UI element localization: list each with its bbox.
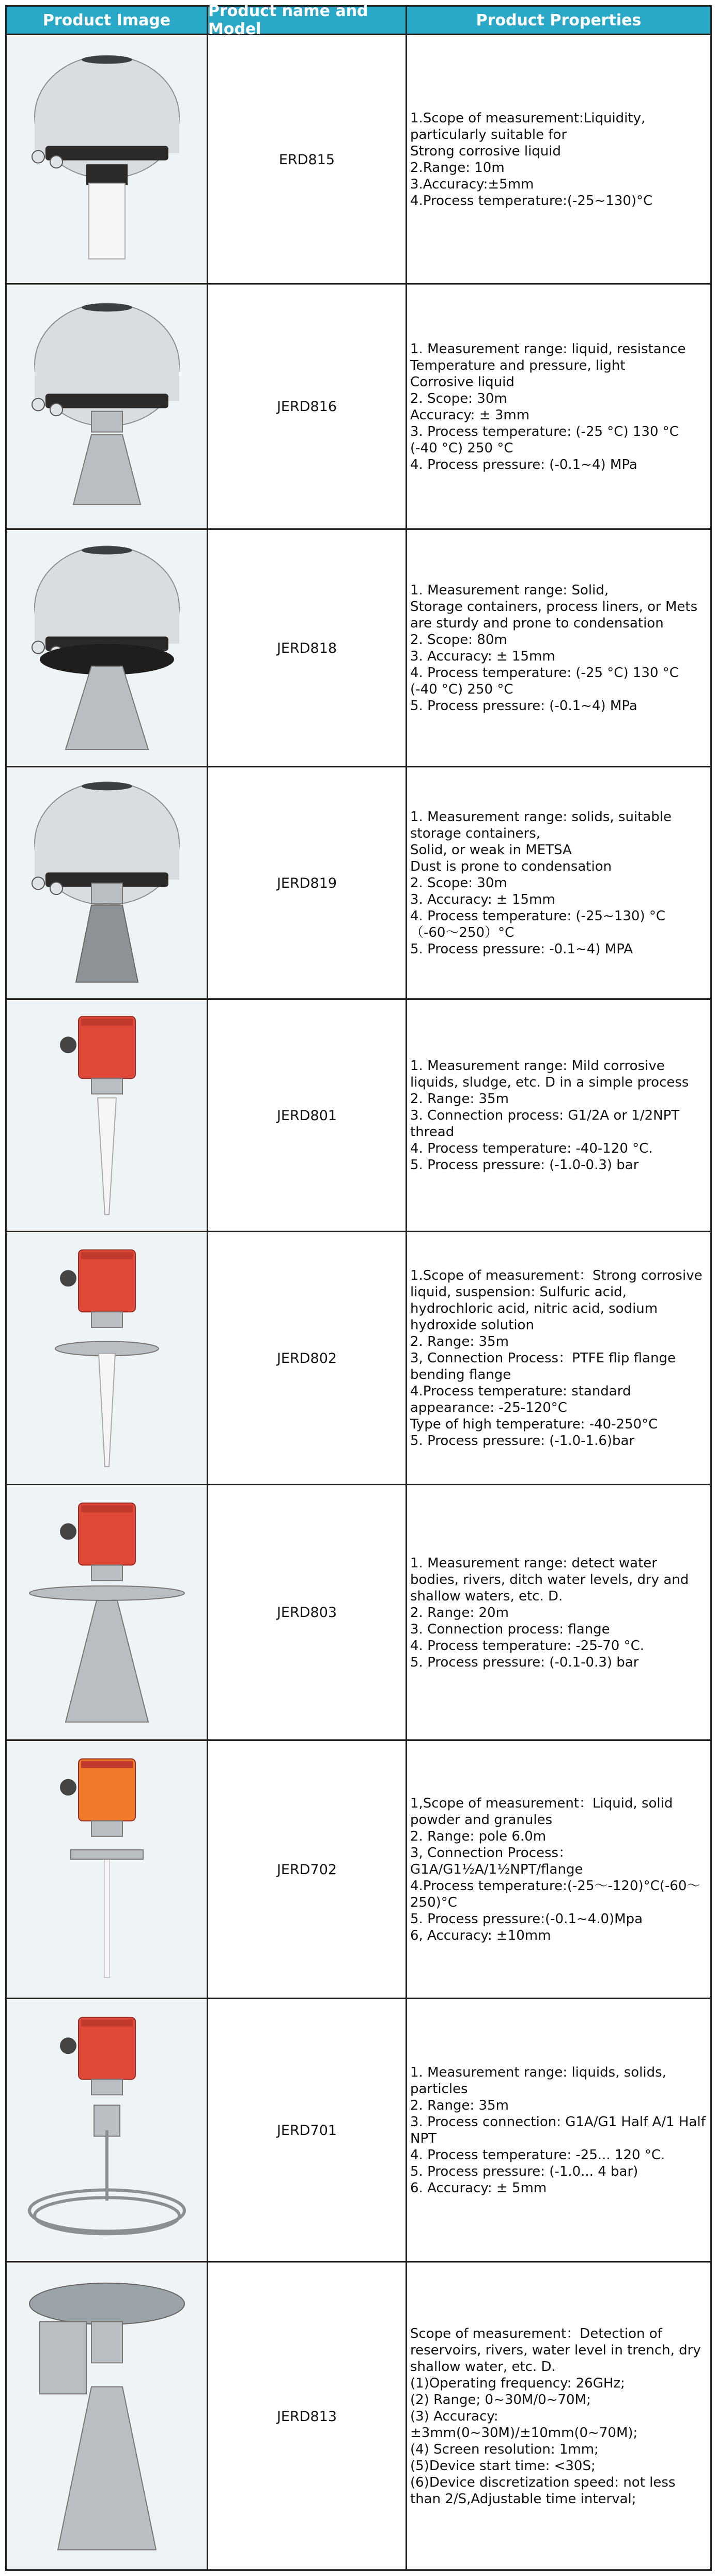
product-properties-text: 1. Measurement range: solids, suitable storage containers, Solid, or weak in METSA Dust is prone to condensation 2. Scope: 30m 3. Accuracy: ± 15mm 4. Process temperature: (-25~130) °C （-60～250）°C 5. Process pressure: -0.1~4) MPA bbox=[410, 809, 672, 957]
product-image bbox=[7, 531, 207, 765]
product-model: JERD701 bbox=[276, 2122, 337, 2139]
product-model: JERD802 bbox=[276, 1350, 337, 1366]
product-photo-dome-radar-sensor-with-short-antenna bbox=[14, 41, 200, 278]
product-properties-text: 1,Scope of measurement：Liquid, solid powder and granules 2. Range: pole 6.0m 3, Connection Process： G1A/G1½A/1½NPT/flange 4.Process temperature:(-25～-120)°C(-60～250)°C 5. Process pressure:(-0.1~4.0)Mpa 6, Accuracy: ±10mm bbox=[410, 1796, 700, 1943]
table-header bbox=[5, 2, 712, 38]
product-properties bbox=[407, 767, 710, 999]
product-image bbox=[7, 2000, 207, 2260]
product-photo-orange-radar-sensor-with-pole bbox=[14, 1747, 200, 1992]
product-properties-text: 1.Scope of measurement：Strong corrosive liquid, suspension: Sulfuric acid, hydrochloric acid, nitric acid, sodium hydroxide solution 2. Range: 35m 3, Connection Process：PTFE flip flange bending flange 4.Process temperature: standard appearance: -25-120°C Type of high temperature: -40-250°C 5. Process pressure: (-1.0-1.6)bar bbox=[410, 1268, 703, 1449]
product-properties-text: Scope of measurement：Detection of reservoirs, rivers, water level in trench, dry shallow water, etc. D. (1)Operating frequency: 26GHz; (2) Range; 0~30M/0~70M; (3) Accuracy: ±3mm(0~30M)/±10mm(0~70M); (4) Screen resolution: 1mm; (5)Device start time: <30S; (6)Device discretization speed: not less than 2/S,Adjustable time interval; bbox=[410, 2326, 701, 2507]
product-model: JERD813 bbox=[276, 2408, 337, 2425]
product-model: JERD818 bbox=[276, 640, 337, 656]
product-properties-text: 1. Measurement range: liquids, solids, particles 2. Range: 35m 3. Process connection: G1A/G1 Half A/1 Half NPT 4. Process temperature: -25... 120 °C. 5. Process pressure: (-1.0... 4 bar) 6. Accuracy: ± 5mm bbox=[410, 2065, 706, 2196]
product-photo-dome-radar-sensor-with-flange-horn bbox=[14, 536, 200, 761]
product-photo-flat-dome-radar-sensor-with-bracket bbox=[14, 2268, 200, 2565]
header-product-image: Product Image bbox=[7, 7, 208, 34]
product-image bbox=[7, 286, 207, 528]
product-photo-red-radar-sensor-with-flange-horn bbox=[14, 1491, 200, 1734]
product-image bbox=[7, 1233, 207, 1483]
product-properties bbox=[407, 1999, 710, 2262]
product-image bbox=[7, 1742, 207, 1997]
product-properties-text: 1. Measurement range: liquid, resistance Temperature and pressure, light Corrosive liquid 2. Scope: 30m Accuracy: ± 3mm 3. Process temperature: (-25 °C) 130 °C (-40 °C) 250 °C 4. Process pressure: (-0.1~4) MPa bbox=[410, 341, 686, 473]
product-model: JERD816 bbox=[276, 399, 337, 415]
product-properties-text: 1.Scope of measurement:Liquidity, particularly suitable for Strong corrosive liquid 2.Range: 10m 3.Accuracy:±5mm 4.Process temperature:(-25~130)°C bbox=[410, 111, 653, 209]
product-model: JERD803 bbox=[276, 1605, 337, 1621]
product-image bbox=[7, 1001, 207, 1230]
product-model: JERD819 bbox=[276, 875, 337, 891]
product-properties bbox=[407, 2262, 710, 2571]
header-product-name: Product name and Model bbox=[208, 7, 407, 34]
product-photo-red-radar-sensor-with-rod-antenna bbox=[14, 1006, 200, 1226]
product-photo-red-radar-sensor-with-cable bbox=[14, 2005, 200, 2256]
product-photo-red-radar-sensor-with-flange-rod bbox=[14, 1238, 200, 1479]
product-properties-text: 1. Measurement range: Solid, Storage containers, process liners, or Mets are sturdy and prone to condensation 2. Scope: 80m 3. Accuracy: ± 15mm 4. Process temperature: (-25 °C) 130 °C (-40 °C) 250 °C 5. Process pressure: (-0.1~4) MPa bbox=[410, 583, 698, 714]
product-photo-dome-radar-sensor-with-horn bbox=[14, 290, 200, 523]
product-properties-text: 1. Measurement range: detect water bodies, rivers, ditch water levels, dry and shallow waters, etc. D. 2. Range: 20m 3. Connection process: flange 4. Process temperature: -25-70 °C. 5. Process pressure: (-0.1-0.3) bar bbox=[410, 1555, 689, 1670]
product-properties bbox=[407, 1740, 710, 1999]
product-properties bbox=[407, 1232, 710, 1485]
product-image bbox=[7, 2264, 207, 2569]
product-image bbox=[7, 37, 207, 282]
product-model: JERD801 bbox=[276, 1107, 337, 1124]
product-image bbox=[7, 768, 207, 998]
header-product-properties: Product Properties bbox=[476, 11, 642, 29]
product-image bbox=[7, 1486, 207, 1739]
product-properties bbox=[407, 1485, 710, 1740]
product-model: JERD702 bbox=[276, 1861, 337, 1878]
product-properties bbox=[407, 999, 710, 1232]
product-properties bbox=[407, 35, 710, 284]
product-properties-text: 1. Measurement range: Mild corrosive liquids, sludge, etc. D in a simple process 2. Range: 35m 3. Connection process: G1/2A or 1/2NPT thread 4. Process temperature: -40-120 °C. 5. Process pressure: (-1.0-0.3) bar bbox=[410, 1058, 689, 1173]
product-properties bbox=[407, 529, 710, 767]
product-model: ERD815 bbox=[278, 151, 335, 168]
product-photo-dome-radar-sensor-with-long-horn bbox=[14, 773, 200, 993]
product-properties bbox=[407, 284, 710, 529]
